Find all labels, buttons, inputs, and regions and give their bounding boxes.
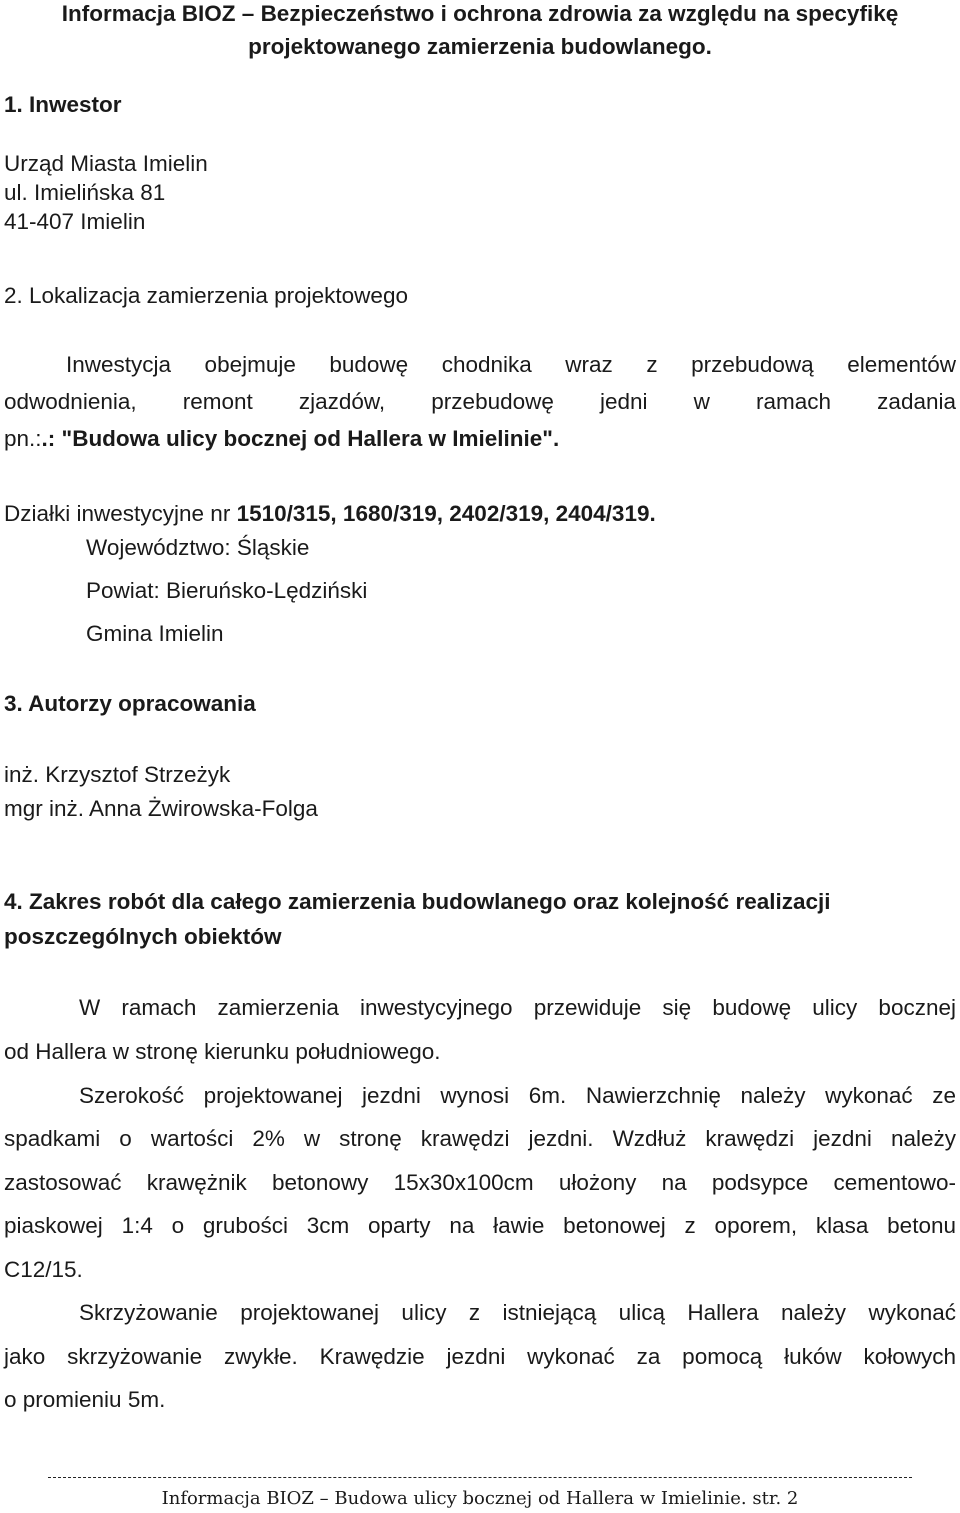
scope-paragraph-line: W ramach zamierzenia inwestycyjnego przewiduje się budowę ulicy bocznej <box>79 995 956 1020</box>
scope-paragraph-line: od Hallera w stronę kierunku południowego. <box>4 1039 441 1064</box>
footer-divider <box>48 1477 912 1478</box>
scope-paragraph-line: piaskowej 1:4 o grubości 3cm oparty na ławie betonowej z oporem, klasa betonu <box>4 1213 956 1238</box>
investor-city: 41-407 Imielin <box>4 209 146 234</box>
investor-street: ul. Imielińska 81 <box>4 180 166 205</box>
investor-name: Urząd Miasta Imielin <box>4 151 208 176</box>
author-name: mgr inż. Anna Żwirowska-Folga <box>4 796 318 821</box>
scope-paragraph-line: C12/15. <box>4 1257 83 1282</box>
scope-paragraph-line: Szerokość projektowanej jezdni wynosi 6m. Nawierzchnię należy wykonać ze <box>79 1083 956 1108</box>
section-heading-location: 2. Lokalizacja zamierzenia projektowego <box>4 283 408 308</box>
section-heading-authors: 3. Autorzy opracowania <box>4 691 256 716</box>
scope-paragraph-line: Skrzyżowanie projektowanej ulicy z istniejącą ulicą Hallera należy wykonać <box>79 1300 956 1325</box>
scope-paragraph-line: spadkami o wartości 2% w stronę krawędzi jezdni. Wzdłuż krawędzi jezdni należy <box>4 1126 956 1151</box>
plots-numbers: 1510/315, 1680/319, 2402/319, 2404/319. <box>236 501 656 526</box>
project-name: .: "Budowa ulicy bocznej od Hallera w Imielinie". <box>41 426 560 451</box>
plots-label: Działki inwestycyjne nr <box>4 501 237 526</box>
scope-paragraph-line: zastosować krawężnik betonowy 15x30x100cm ułożony na podsypce cementowo- <box>4 1170 956 1195</box>
location-paragraph-line: odwodnienia, remont zjazdów, przebudowę jedni w ramach zadania <box>4 389 956 414</box>
location-paragraph-line: Inwestycja obejmuje budowę chodnika wraz z przebudową elementów <box>66 352 956 377</box>
voivodeship-line: Województwo: Śląskie <box>86 535 310 560</box>
county-line: Powiat: Bieruńsko-Lędziński <box>86 578 368 603</box>
scope-paragraph-line: o promieniu 5m. <box>4 1387 166 1412</box>
author-name: inż. Krzysztof Strzeżyk <box>4 762 231 787</box>
commune-line: Gmina Imielin <box>86 621 224 646</box>
document-title-line1: Informacja BIOZ – Bezpieczeństwo i ochrona zdrowia za względu na specyfikę <box>61 1 899 26</box>
scope-paragraph-line: jako skrzyżowanie zwykłe. Krawędzie jezdni wykonać za pomocą łuków kołowych <box>4 1344 956 1369</box>
section-heading-scope: 4. Zakres robót dla całego zamierzenia budowlanego oraz kolejność realizacji <box>4 889 831 914</box>
section-heading-investor: 1. Inwestor <box>4 92 122 117</box>
document-title-line2: projektowanego zamierzenia budowlanego. <box>248 34 712 59</box>
page-footer: Informacja BIOZ – Budowa ulicy bocznej od Hallera w Imielinie. str. 2 <box>161 1488 799 1509</box>
location-paragraph-line <box>4 426 559 452</box>
section-heading-scope-cont: poszczególnych obiektów <box>4 924 282 949</box>
plots-line <box>4 501 656 527</box>
project-name-prefix: pn.: <box>4 426 42 451</box>
